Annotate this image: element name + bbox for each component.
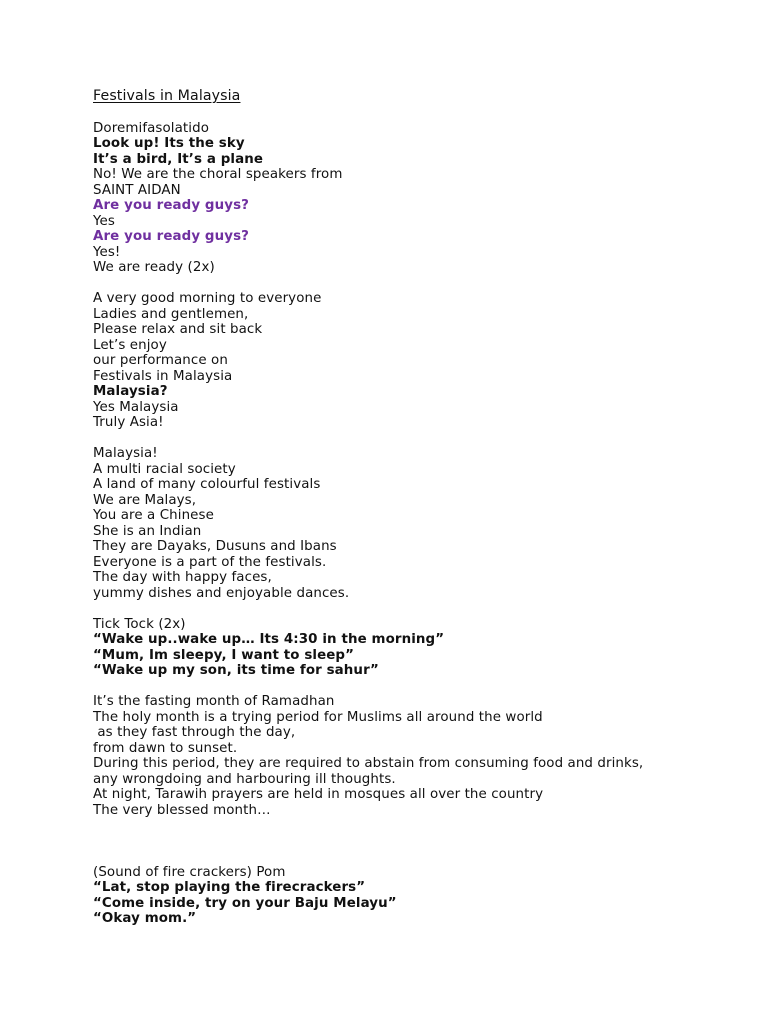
text-line: from dawn to sunset. [93,740,238,756]
text-line: We are ready (2x) [93,260,215,275]
paragraph-gap [93,276,733,292]
text-line: Doremifasolatido [93,120,209,136]
text-line: The holy month is a trying period for Muslims all around the world [93,709,543,725]
text-line: We are Malays, [93,492,197,508]
text-line: SAINT AIDAN [93,182,181,198]
text-line: A very good morning to everyone [93,291,322,306]
text-line: A land of many colourful festivals [93,477,321,492]
text-line: They are Dayaks, Dusuns and Ibans [93,539,337,554]
text-line: Please relax and sit back [93,322,263,337]
text-line: any wrongdoing and harbouring ill thoughts. [93,771,396,787]
text-line: yummy dishes and enjoyable dances. [93,585,350,601]
dialogue-line: “Wake up my son, its time for sahur” [93,663,379,678]
text-line: (Sound of fire crackers) Pom [93,864,286,880]
dialogue-line: “Lat, stop playing the firecrackers” [93,880,366,895]
dialogue-line: “Mum, Im sleepy, I want to sleep” [93,647,355,663]
text-line: During this period, they are required to abstain from consuming food and drinks, [93,756,644,771]
document-title: Festivals in Malaysia [93,88,241,104]
paragraph-gap [93,818,733,865]
document-page [93,87,733,927]
text-line: Festivals in Malaysia [93,368,233,384]
text-line: as they fast through the day, [93,725,296,740]
text-line: Everyone is a part of the festivals. [93,554,327,570]
text-line: Malaysia! [93,446,158,461]
dialogue-line: “Okay mom.” [93,911,197,926]
paragraph-gap [93,679,733,695]
text-line-bold: It’s a bird, It’s a plane [93,151,264,167]
text-line: Ladies and gentlemen, [93,306,249,322]
text-line: A multi racial society [93,461,236,477]
text-line: The day with happy faces, [93,570,272,585]
text-line-bold: Malaysia? [93,384,168,399]
text-line: Tick Tock (2x) [93,616,186,632]
paragraph-gap [93,431,733,447]
text-line: our performance on [93,353,228,368]
text-line: Yes Malaysia [93,399,179,415]
dialogue-line: “Come inside, try on your Baju Melayu” [93,895,397,911]
text-line: Let’s enjoy [93,337,167,353]
text-line: The very blessed month… [93,802,271,818]
text-line: No! We are the choral speakers from [93,167,343,182]
question-line: Are you ready guys? [93,198,250,213]
question-line: Are you ready guys? [93,229,250,244]
text-line: She is an Indian [93,523,202,539]
text-line: At night, Tarawih prayers are held in mosques all over the country [93,787,544,802]
text-line: It’s the fasting month of Ramadhan [93,694,335,709]
dialogue-line: “Wake up..wake up… Its 4:30 in the morning” [93,632,445,647]
text-line-bold: Look up! Its the sky [93,136,245,151]
text-line: You are a Chinese [93,508,214,523]
text-line: Yes [93,213,115,229]
text-line: Truly Asia! [93,415,164,430]
text-line: Yes! [93,244,121,260]
paragraph-gap [93,601,733,617]
